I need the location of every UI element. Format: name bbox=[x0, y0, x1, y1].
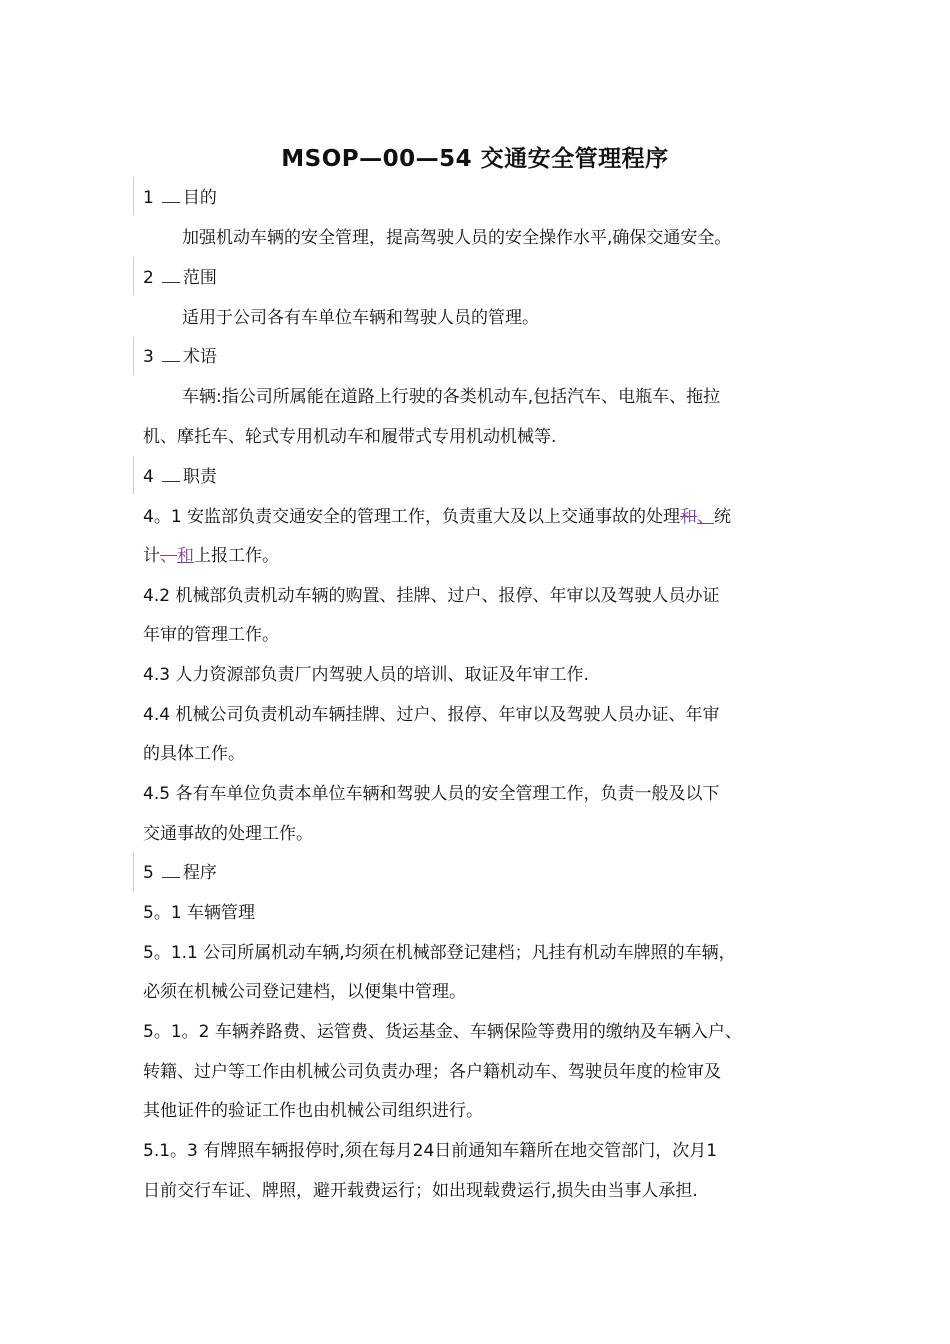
paragraph-5-1: 5。1 车辆管理 bbox=[143, 903, 256, 923]
heading-underline bbox=[162, 465, 180, 482]
section-number: 3 bbox=[143, 347, 154, 367]
paragraph-5-1-2: 5。1。2 车辆养路费、运管费、货运基金、车辆保险等费用的缴纳及车辆入户、 bbox=[143, 1022, 742, 1042]
heading-marker bbox=[133, 337, 134, 375]
section-number: 4 bbox=[143, 467, 154, 487]
paragraph-4-5-cont: 交通事故的处理工作。 bbox=[143, 824, 313, 844]
section-number: 1 bbox=[143, 188, 154, 208]
tracked-insertion: 和 bbox=[177, 546, 194, 566]
paragraph-4-4-cont: 的具体工作。 bbox=[143, 744, 245, 764]
heading-underline bbox=[162, 186, 180, 203]
paragraph-5-1-2-cont: 其他证件的验证工作也由机械公司组织进行。 bbox=[143, 1101, 483, 1121]
section-label: 目的 bbox=[182, 188, 217, 208]
page-title: MSOP—00—54 交通安全管理程序 bbox=[281, 146, 669, 172]
paragraph-5-1-2-cont: 转籍、过户等工作由机械公司负责办理；各户籍机动车、驾驶员年度的检审及 bbox=[143, 1062, 721, 1082]
section-number: 2 bbox=[143, 268, 154, 288]
paragraph: 适用于公司各有车单位车辆和驾驶人员的管理。 bbox=[182, 308, 539, 328]
tracked-insertion: 、 bbox=[697, 507, 715, 527]
section-heading-2 bbox=[143, 266, 823, 290]
heading-marker bbox=[133, 177, 134, 215]
section-heading-4 bbox=[143, 465, 823, 489]
paragraph-4-5: 4.5 各有车单位负责本单位车辆和驾驶人员的安全管理工作，负责一般及以下 bbox=[143, 784, 720, 804]
text: 4。1 安监部负责交通安全的管理工作，负责重大及以上交通事故的处理 bbox=[143, 507, 681, 527]
section-label: 范围 bbox=[182, 268, 217, 288]
paragraph-4-4: 4.4 机械公司负责机动车辆挂牌、过户、报停、年审以及驾驶人员办证、年审 bbox=[143, 705, 720, 725]
paragraph-5-1-3-cont: 日前交行车证、牌照，避开载费运行；如出现载费运行,损失由当事人承担. bbox=[143, 1181, 698, 1201]
paragraph-4-1 bbox=[143, 505, 823, 529]
text: 计 bbox=[143, 546, 160, 566]
paragraph: 车辆:指公司所属能在道路上行驶的各类机动车,包括汽车、电瓶车、拖拉 bbox=[182, 387, 721, 407]
section-label: 程序 bbox=[182, 863, 217, 883]
tracked-deletion: 和 bbox=[680, 507, 698, 527]
section-heading-1 bbox=[143, 186, 823, 210]
paragraph-5-1-3: 5.1。3 有牌照车辆报停时,须在每月24日前通知车籍所在地交管部门，次月1 bbox=[143, 1141, 718, 1161]
heading-marker bbox=[133, 257, 134, 295]
heading-underline bbox=[162, 345, 180, 362]
text: 统 bbox=[714, 507, 732, 527]
section-heading-5 bbox=[143, 861, 823, 885]
paragraph: 加强机动车辆的安全管理，提高驾驶人员的安全操作水平,确保交通安全。 bbox=[182, 228, 732, 248]
heading-underline bbox=[162, 861, 180, 878]
paragraph-4-1-cont bbox=[143, 544, 823, 568]
heading-underline bbox=[162, 266, 180, 283]
paragraph: 机、摩托车、轮式专用机动车和履带式专用机动机械等. bbox=[143, 427, 557, 447]
text: 上报工作。 bbox=[194, 546, 279, 566]
section-label: 职责 bbox=[182, 467, 217, 487]
paragraph-4-3: 4.3 人力资源部负责厂内驾驶人员的培训、取证及年审工作. bbox=[143, 665, 589, 685]
section-heading-3 bbox=[143, 345, 823, 369]
heading-marker bbox=[133, 456, 134, 494]
heading-marker bbox=[133, 853, 134, 891]
section-number: 5 bbox=[143, 863, 154, 883]
paragraph-4-2: 4.2 机械部负责机动车辆的购置、挂牌、过户、报停、年审以及驾驶人员办证 bbox=[143, 586, 720, 606]
paragraph-5-1-1: 5。1.1 公司所属机动车辆,均须在机械部登记建档；凡挂有机动车牌照的车辆， bbox=[143, 943, 736, 963]
paragraph-4-2-cont: 年审的管理工作。 bbox=[143, 625, 279, 645]
tracked-deletion: 、 bbox=[160, 546, 177, 566]
section-label: 术语 bbox=[182, 347, 217, 367]
paragraph-5-1-1-cont: 必须在机械公司登记建档，以便集中管理。 bbox=[143, 982, 466, 1002]
